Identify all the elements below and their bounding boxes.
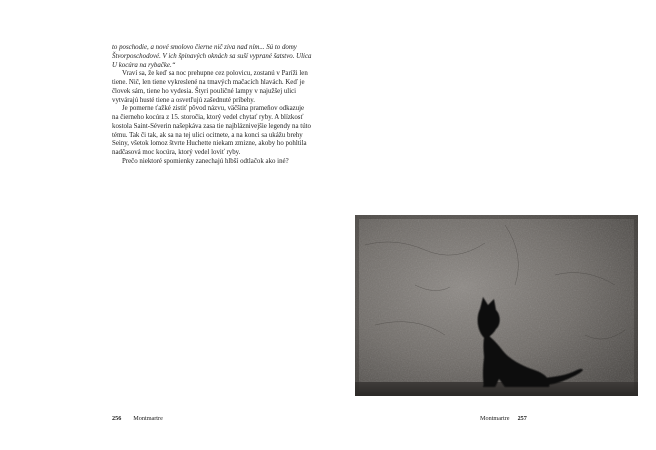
- paragraph: Je pomerne ťažké zistiť pôvod názvu, väčšina prameňov odkazuje na čierneho kocúra z 15. storočia, ktorý vedel chytať ryby. A blízkosť kostola Saint-Séverin našepkáva zasa tie najbláznivejšie legendy na túto tému. Tak či tak, ak sa na tej ulici ocitnete, a na konci sa ukážu brehy Seiny, všetok lomoz štvrte Huchette niekam zmizne, akoby ho pohltila nadčasová moc kocúra, ktorý vedel loviť ryby.: [112, 105, 311, 156]
- cat-shadow-photo: [355, 215, 638, 396]
- quote-paragraph: to poschodie, a nové smolovo čierne nič ziva nad ním... Sú to domy Štvorposchodové. V ich špinavých oknách sa suší vyprané šatstvo. Ulica U kocúra na rybačke.“: [112, 44, 312, 69]
- page-number: 257: [517, 415, 527, 422]
- photo-image: [355, 215, 638, 396]
- paragraph: Prečo niektoré spomienky zanechajú hlbší odtlačok ako iné?: [122, 157, 289, 165]
- page-number: 256: [112, 415, 122, 422]
- left-footer: [112, 415, 163, 423]
- running-head: Montmartre: [480, 415, 510, 422]
- body-text: [112, 44, 312, 167]
- paragraph: Vraví sa, že keď sa noc prehupne cez polovicu, zostanú v Paríži len tiene. Nič, len tiene vykreslené na tmavých mačacích hlavách. Keď je človek sám, tiene ho vydesia. Štyri pouličné lampy v najužšej ulici vytvárajú husté tiene a osvetľujú zašednuté príbehy.: [112, 70, 308, 104]
- running-head: Montmartre: [133, 415, 163, 422]
- right-footer: [480, 415, 527, 423]
